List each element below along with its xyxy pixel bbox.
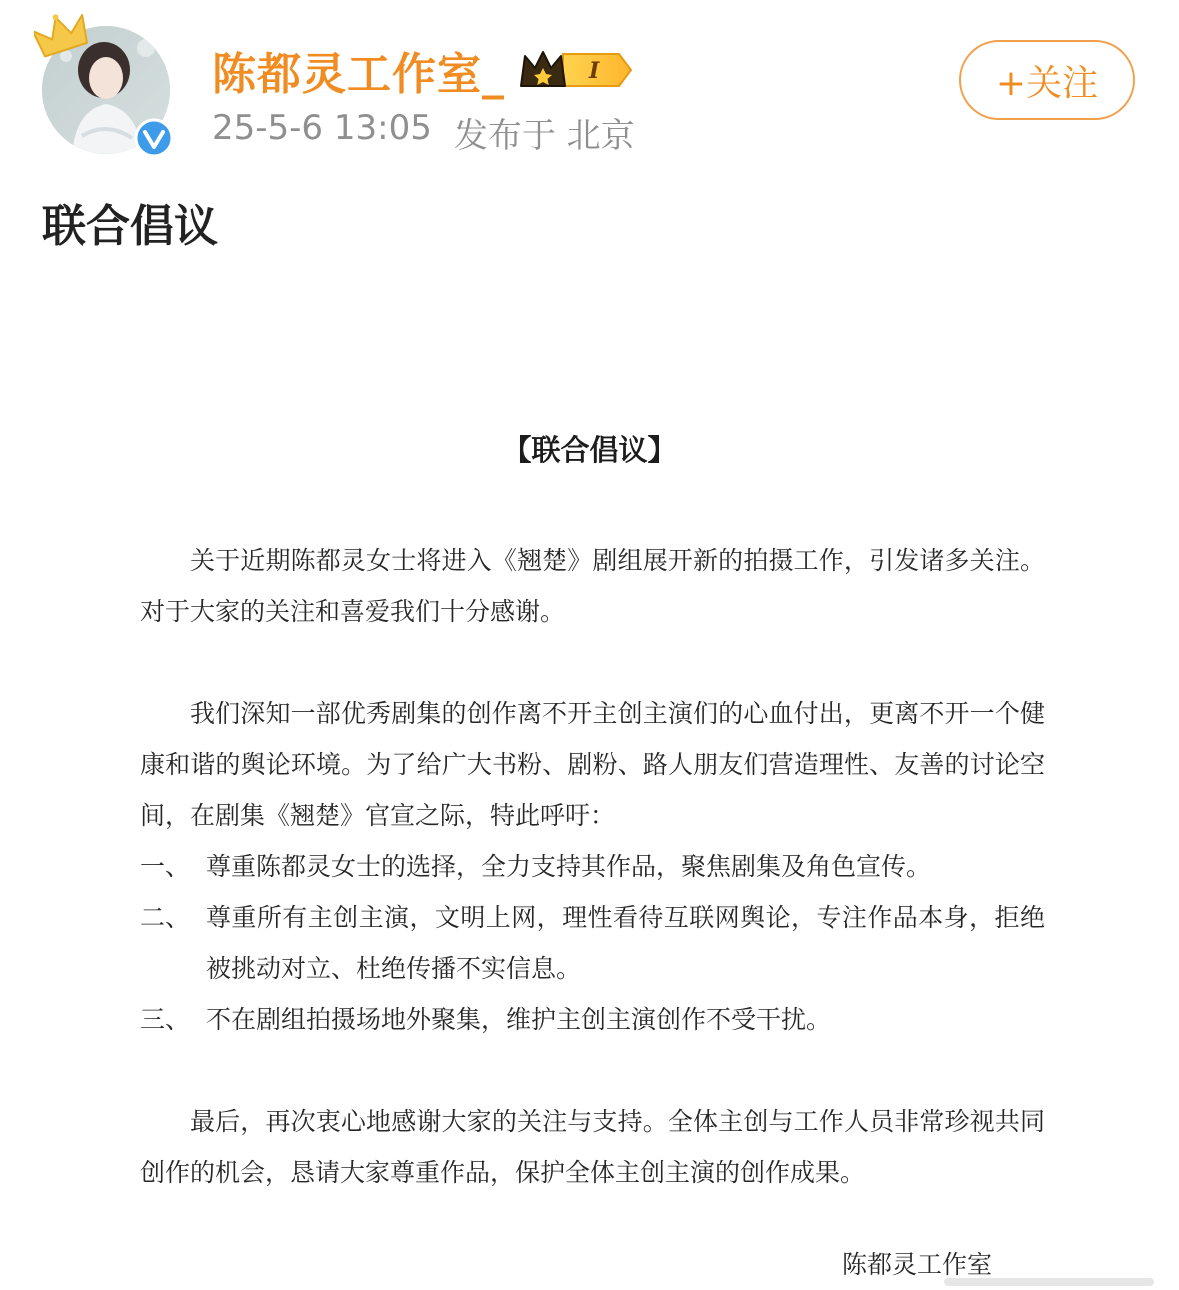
watermark-mark [944,1276,1154,1288]
paragraph-gap [140,1045,1045,1096]
document-body [140,535,1045,1198]
post-location: 发布于 北京 [453,116,635,156]
crown-icon [34,12,92,62]
list-item-number: 三、 [140,1005,191,1034]
document-paragraph-1-text: 关于近期陈都灵女士将进入《翘楚》剧组展开新的拍摄工作，引发诸多关注。对于大家的关注和喜爱我们十分感谢。 [140,546,1045,626]
document-signature: 陈都灵工作室 [842,1250,993,1279]
vip-level-badge-icon[interactable] [519,46,635,94]
username[interactable]: 陈都灵工作室_ [212,49,505,100]
document-list-item [140,994,1045,1045]
document-image[interactable] [0,380,1179,1290]
document-list-item [140,841,1045,892]
post-title: 联合倡议 [42,201,218,252]
verified-badge-icon [134,118,174,158]
list-item-text: 不在剧组拍摄场地外聚集，维护主创主演创作不受干扰。 [206,1005,832,1034]
document-paragraph-2: 我们深知一部优秀剧集的创作离不开主创主演们的心血付出，更离不开一个健康和谐的舆论环境。为了给广大书粉、剧粉、路人朋友们营造理性、友善的讨论空间，在剧集《翘楚》官宣之际，特此呼吁： [140,699,1045,830]
list-item-number: 一、 [140,852,191,881]
username-row [212,40,635,100]
avatar-container[interactable] [40,24,172,156]
list-item-text: 尊重陈都灵女士的选择，全力支持其作品，聚焦剧集及角色宣传。 [206,852,932,881]
document-list-item [140,892,1045,994]
document-paragraph-1 [140,535,1045,637]
follow-button[interactable]: +关注 [959,40,1135,120]
list-item-text: 尊重所有主创主演，文明上网，理性看待互联网舆论，专注作品本身，拒绝被挑动对立、杜绝传播不实信息。 [206,903,1045,983]
post-meta [212,108,635,157]
vip-level-text: I [589,58,600,84]
list-item-number: 二、 [140,903,191,932]
post-date: 25-5-6 13:05 [212,108,432,148]
paragraph-gap [140,637,1045,688]
document-heading: 【联合倡议】 [502,433,677,467]
document-paragraph-3: 最后，再次衷心地感谢大家的关注与支持。全体主创与工作人员非常珍视共同创作的机会，恳请大家尊重作品，保护全体主创主演的创作成果。 [140,1107,1045,1187]
